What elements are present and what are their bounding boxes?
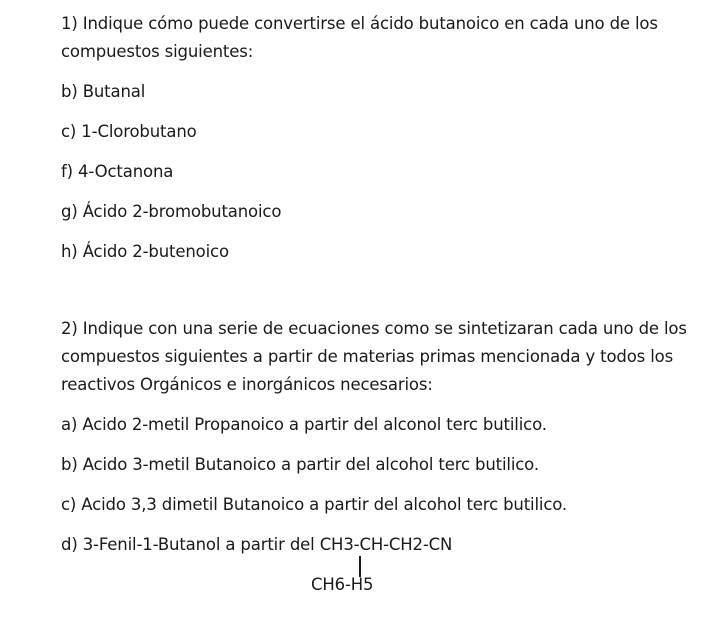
section1-item-h: h) Ácido 2-butenoico xyxy=(61,242,229,261)
section2-heading-line1: 2) Indique con una serie de ecuaciones como se sintetizaran cada uno de los xyxy=(61,319,687,338)
section1-heading-line2: compuestos siguientes: xyxy=(61,42,254,61)
section2-item-a: a) Acido 2-metil Propanoico a partir del alconol terc butilico. xyxy=(61,415,547,434)
section1-heading-line1: 1) Indique cómo puede convertirse el ácido butanoico en cada uno de los xyxy=(61,14,658,33)
section2-heading-line3: reactivos Orgánicos e inorgánicos necesarios: xyxy=(61,375,433,394)
substituent-label: CH6-H5 xyxy=(311,575,374,594)
section2-heading-line2: compuestos siguientes a partir de materias primas mencionada y todos los xyxy=(61,347,674,366)
section1-item-c: c) 1-Clorobutano xyxy=(61,122,197,141)
section2-item-b: b) Acido 3-metil Butanoico a partir del alcohol terc butilico. xyxy=(61,455,539,474)
section1-item-f: f) 4-Octanona xyxy=(61,162,174,181)
section1-item-b: b) Butanal xyxy=(61,82,146,101)
section2-item-d: d) 3-Fenil-1-Butanol a partir del CH3-CH-CH2-CN xyxy=(61,535,453,554)
section1-item-g: g) Ácido 2-bromobutanoico xyxy=(61,202,282,221)
section2-item-c: c) Acido 3,3 dimetil Butanoico a partir del alcohol terc butilico. xyxy=(61,495,568,514)
